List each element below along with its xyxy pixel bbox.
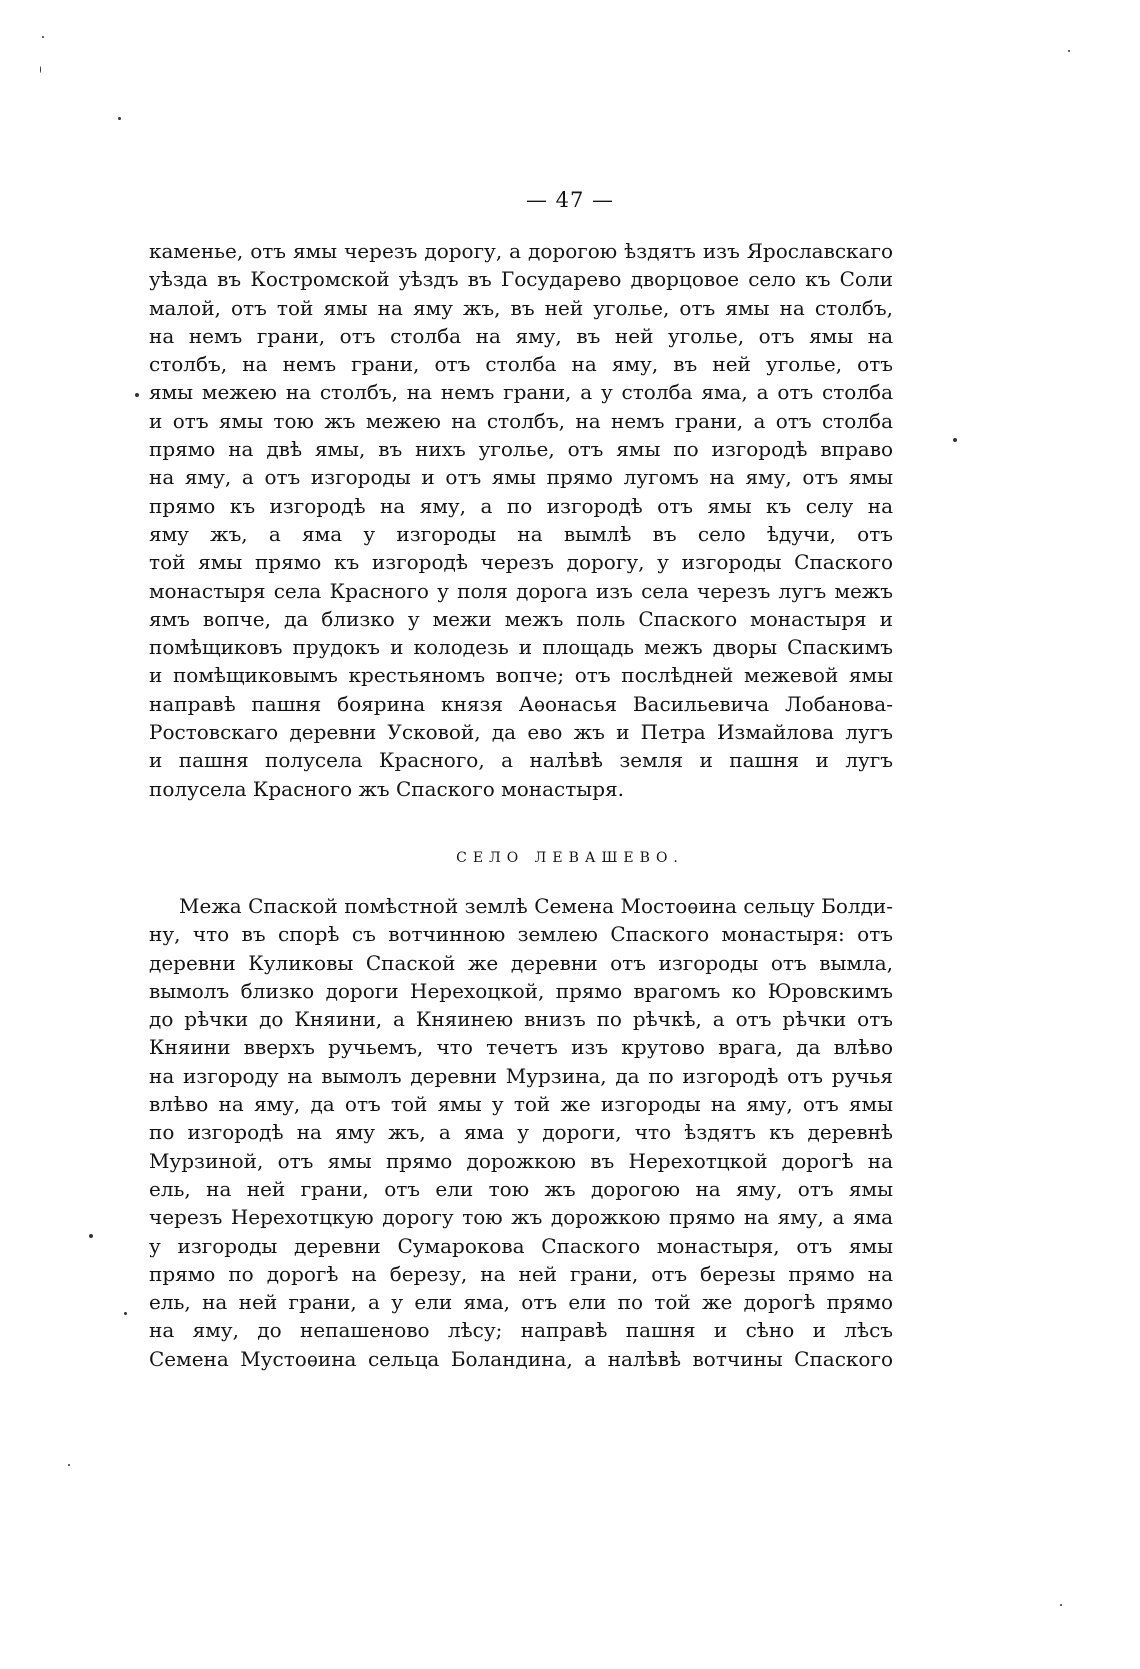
text-line: ель, на ней грани, отъ ели тою жъ дорогою на яму, отъ ямы xyxy=(149,1176,893,1201)
text-line: влѣво на яму, да отъ той ямы у той же изгороды на яму, отъ ямы xyxy=(149,1092,893,1117)
text-line: и пашня полусела Красного, а налѣвѣ земля и пашня и лугъ xyxy=(149,748,893,773)
text-line: прямо по дорогѣ на березу, на ней грани, отъ березы прямо на xyxy=(149,1261,893,1286)
text-line: до рѣчки до Княини, а Княинею внизъ по рѣчкѣ, а отъ рѣчки отъ xyxy=(149,1007,893,1032)
text-line: Межа Спаской помѣстной землѣ Семена Мостоѳина сельцу Болди- xyxy=(179,894,893,918)
text-line: полусела Красного жъ Спаского монастыря. xyxy=(149,776,624,801)
scan-speck xyxy=(1060,1604,1062,1606)
text-line: и отъ ямы тою жъ межею на столбъ, на немъ грани, а отъ столба xyxy=(149,408,893,433)
scan-speck xyxy=(42,36,44,38)
text-line: и помѣщиковымъ крестьяномъ вопче; отъ послѣдней межевой ямы xyxy=(149,663,893,688)
paragraph-boundary-description xyxy=(149,237,893,803)
scan-speck xyxy=(124,1312,127,1315)
text-line: у изгороды деревни Сумарокова Спаского монастыря, отъ ямы xyxy=(149,1233,893,1258)
text-line: на немъ грани, отъ столба на яму, въ ней уголье, отъ ямы на xyxy=(149,323,893,348)
text-line: Семена Мустоѳина сельца Боландина, а налѣвѣ вотчины Спаского xyxy=(149,1346,893,1371)
text-line: уѣзда въ Костромской уѣздъ въ Государево дворцовое село къ Соли xyxy=(149,267,893,292)
text-line: ямъ вопче, да близко у межи межъ поль Спаского монастыря и xyxy=(149,606,893,631)
text-line: на яму, до непашеново лѣсу; направѣ пашня и сѣно и лѣсъ xyxy=(149,1318,893,1343)
text-line: на изгороду на вымолъ деревни Мурзина, да по изгородѣ отъ ручья xyxy=(149,1063,893,1088)
text-line: черезъ Нерехотцкую дорогу тою жъ дорожкою прямо на яму, а яма xyxy=(149,1205,893,1230)
text-line: направѣ пашня боярина князя Аѳонасья Васильевича Лобанова- xyxy=(149,691,893,716)
text-line: ну, что въ спорѣ съ вотчинною землею Спаского монастыря: отъ xyxy=(149,922,893,947)
text-line: помѣщиковъ прудокъ и колодезь и площадь межъ дворы Спаскимъ xyxy=(149,635,893,660)
scan-speck xyxy=(953,438,957,442)
section-heading: СЕЛО ЛЕВАШЕВО. xyxy=(456,850,684,866)
scan-speck xyxy=(118,117,121,120)
text-line: по изгородѣ на яму жъ, а яма у дороги, что ѣздятъ къ деревнѣ xyxy=(149,1120,893,1145)
text-line: деревни Куликовы Спаской же деревни отъ изгороды отъ вымла, xyxy=(149,950,893,975)
text-line: каменье, отъ ямы черезъ дорогу, а дорогою ѣздятъ изъ Ярославскаго xyxy=(149,239,893,263)
text-line: Княини вверхъ ручьемъ, что течетъ изъ крутово врага, да влѣво xyxy=(149,1035,893,1060)
text-line: вымолъ близко дороги Нерехоцкой, прямо врагомъ ко Юровскимъ xyxy=(149,978,893,1003)
text-line: прямо къ изгородѣ на яму, а по изгородѣ отъ ямы къ селу на xyxy=(149,493,893,518)
scan-speck xyxy=(89,1234,93,1238)
paragraph-levashevo xyxy=(149,892,893,1373)
text-line: столбъ, на немъ грани, отъ столба на яму, въ ней уголье, отъ xyxy=(149,352,893,377)
scan-speck xyxy=(135,393,139,397)
scan-speck xyxy=(68,1464,70,1466)
text-line: яму жъ, а яма у изгороды на вымлѣ въ село ѣдучи, отъ xyxy=(149,521,893,546)
scan-speck xyxy=(40,66,41,73)
text-line: Ростовскаго деревни Усковой, да ево жъ и Петра Измайлова лугъ xyxy=(149,720,893,745)
text-line: Мурзиной, отъ ямы прямо дорожкою въ Нерехотцкой дорогѣ на xyxy=(149,1148,893,1173)
text-line: ель, на ней грани, а у ели яма, отъ ели по той же дорогѣ прямо xyxy=(149,1290,893,1315)
text-line: той ямы прямо къ изгородѣ черезъ дорогу, у изгороды Спаского xyxy=(149,550,893,575)
text-line: прямо на двѣ ямы, въ нихъ уголье, отъ ямы по изгородѣ вправо xyxy=(149,437,893,462)
scan-speck xyxy=(1068,50,1070,52)
text-line: на яму, а отъ изгороды и отъ ямы прямо лугомъ на яму, отъ ямы xyxy=(149,465,893,490)
page-number: — 47 — xyxy=(525,188,615,212)
text-line: ямы межею на столбъ, на немъ грани, а у столба яма, а отъ столба xyxy=(149,380,893,405)
text-line: малой, отъ той ямы на яму жъ, въ ней уголье, отъ ямы на столбъ, xyxy=(149,295,893,320)
text-line: монастыря села Красного у поля дорога изъ села черезъ лугъ межъ xyxy=(149,578,893,603)
